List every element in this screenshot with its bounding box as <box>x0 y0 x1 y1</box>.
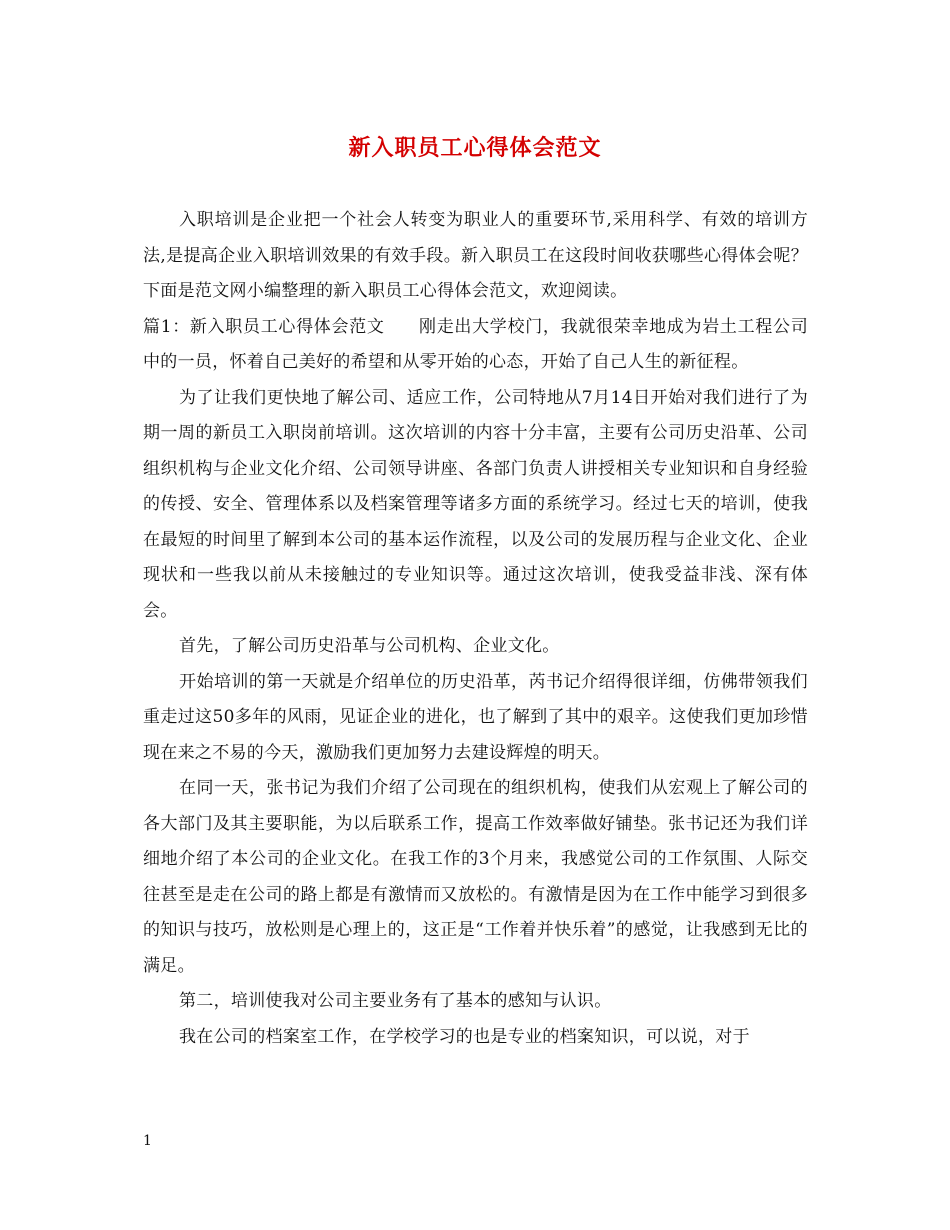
body-paragraph-history: 开始培训的第一天就是介绍单位的历史沿革，芮书记介绍得很详细，仿佛带领我们重走过这50多年的风雨，见证企业的进化，也了解到了其中的艰辛。这使我们更加珍惜现在来之不易的今天，激励我们更加努力去建设辉煌的明天。 <box>143 671 808 763</box>
section-paragraph <box>143 310 808 381</box>
section-text: 刚走出大学校门，我就很荣幸地成为岩土工程公司中的一员，怀着自己美好的希望和从零开始的心态，开始了自己人生的新征程。 <box>143 316 808 372</box>
section-heading: 篇1：新入职员工心得体会范文 <box>143 316 385 337</box>
body-paragraph-structure: 在同一天，张书记为我们介绍了公司现在的组织机构，使我们从宏观上了解公司的各大部门及其主要职能，为以后联系工作，提高工作效率做好铺垫。张书记还为我们详细地介绍了本公司的企业文化。在我工作的3个月来，我感觉公司的工作氛围、人际交往甚至是走在公司的路上都是有激情而又放松的。有激情是因为在工作中能学习到很多的知识与技巧，放松则是心理上的，这正是“工作着并快乐着”的感觉，让我感到无比的满足。 <box>143 778 808 976</box>
body-paragraph-second: 第二，培训使我对公司主要业务有了基本的感知与认识。 <box>179 991 612 1011</box>
document-title: 新入职员工心得体会范文 <box>348 135 602 161</box>
intro-paragraph: 入职培训是企业把一个社会人转变为职业人的重要环节,采用科学、有效的培训方法,是提高企业入职培训效果的有效手段。新入职员工在这段时间收获哪些心得体会呢？下面是范文网小编整理的新入职员工心得体会范文，欢迎阅读。 <box>143 210 808 301</box>
document-body <box>143 203 808 1055</box>
body-paragraph-training: 为了让我们更快地了解公司、适应工作，公司特地从7月14日开始对我们进行了为期一周的新员工入职岗前培训。这次培训的内容十分丰富，主要有公司历史沿革、公司组织机构与企业文化介绍、公司领导讲座、各部门负责人讲授相关专业知识和自身经验的传授、安全、管理体系以及档案管理等诸多方面的系统学习。经过七天的培训，使我在最短的时间里了解到本公司的基本运作流程，以及公司的发展历程与企业文化、企业现状和一些我以前从未接触过的专业知识等。通过这次培训，使我受益非浅、深有体会。 <box>143 387 808 621</box>
body-paragraph-first: 首先，了解公司历史沿革与公司机构、企业文化。 <box>179 636 560 656</box>
page-number: 1 <box>143 1133 152 1149</box>
body-paragraph-archive: 我在公司的档案室工作，在学校学习的也是专业的档案知识，可以说，对于 <box>179 1026 750 1047</box>
